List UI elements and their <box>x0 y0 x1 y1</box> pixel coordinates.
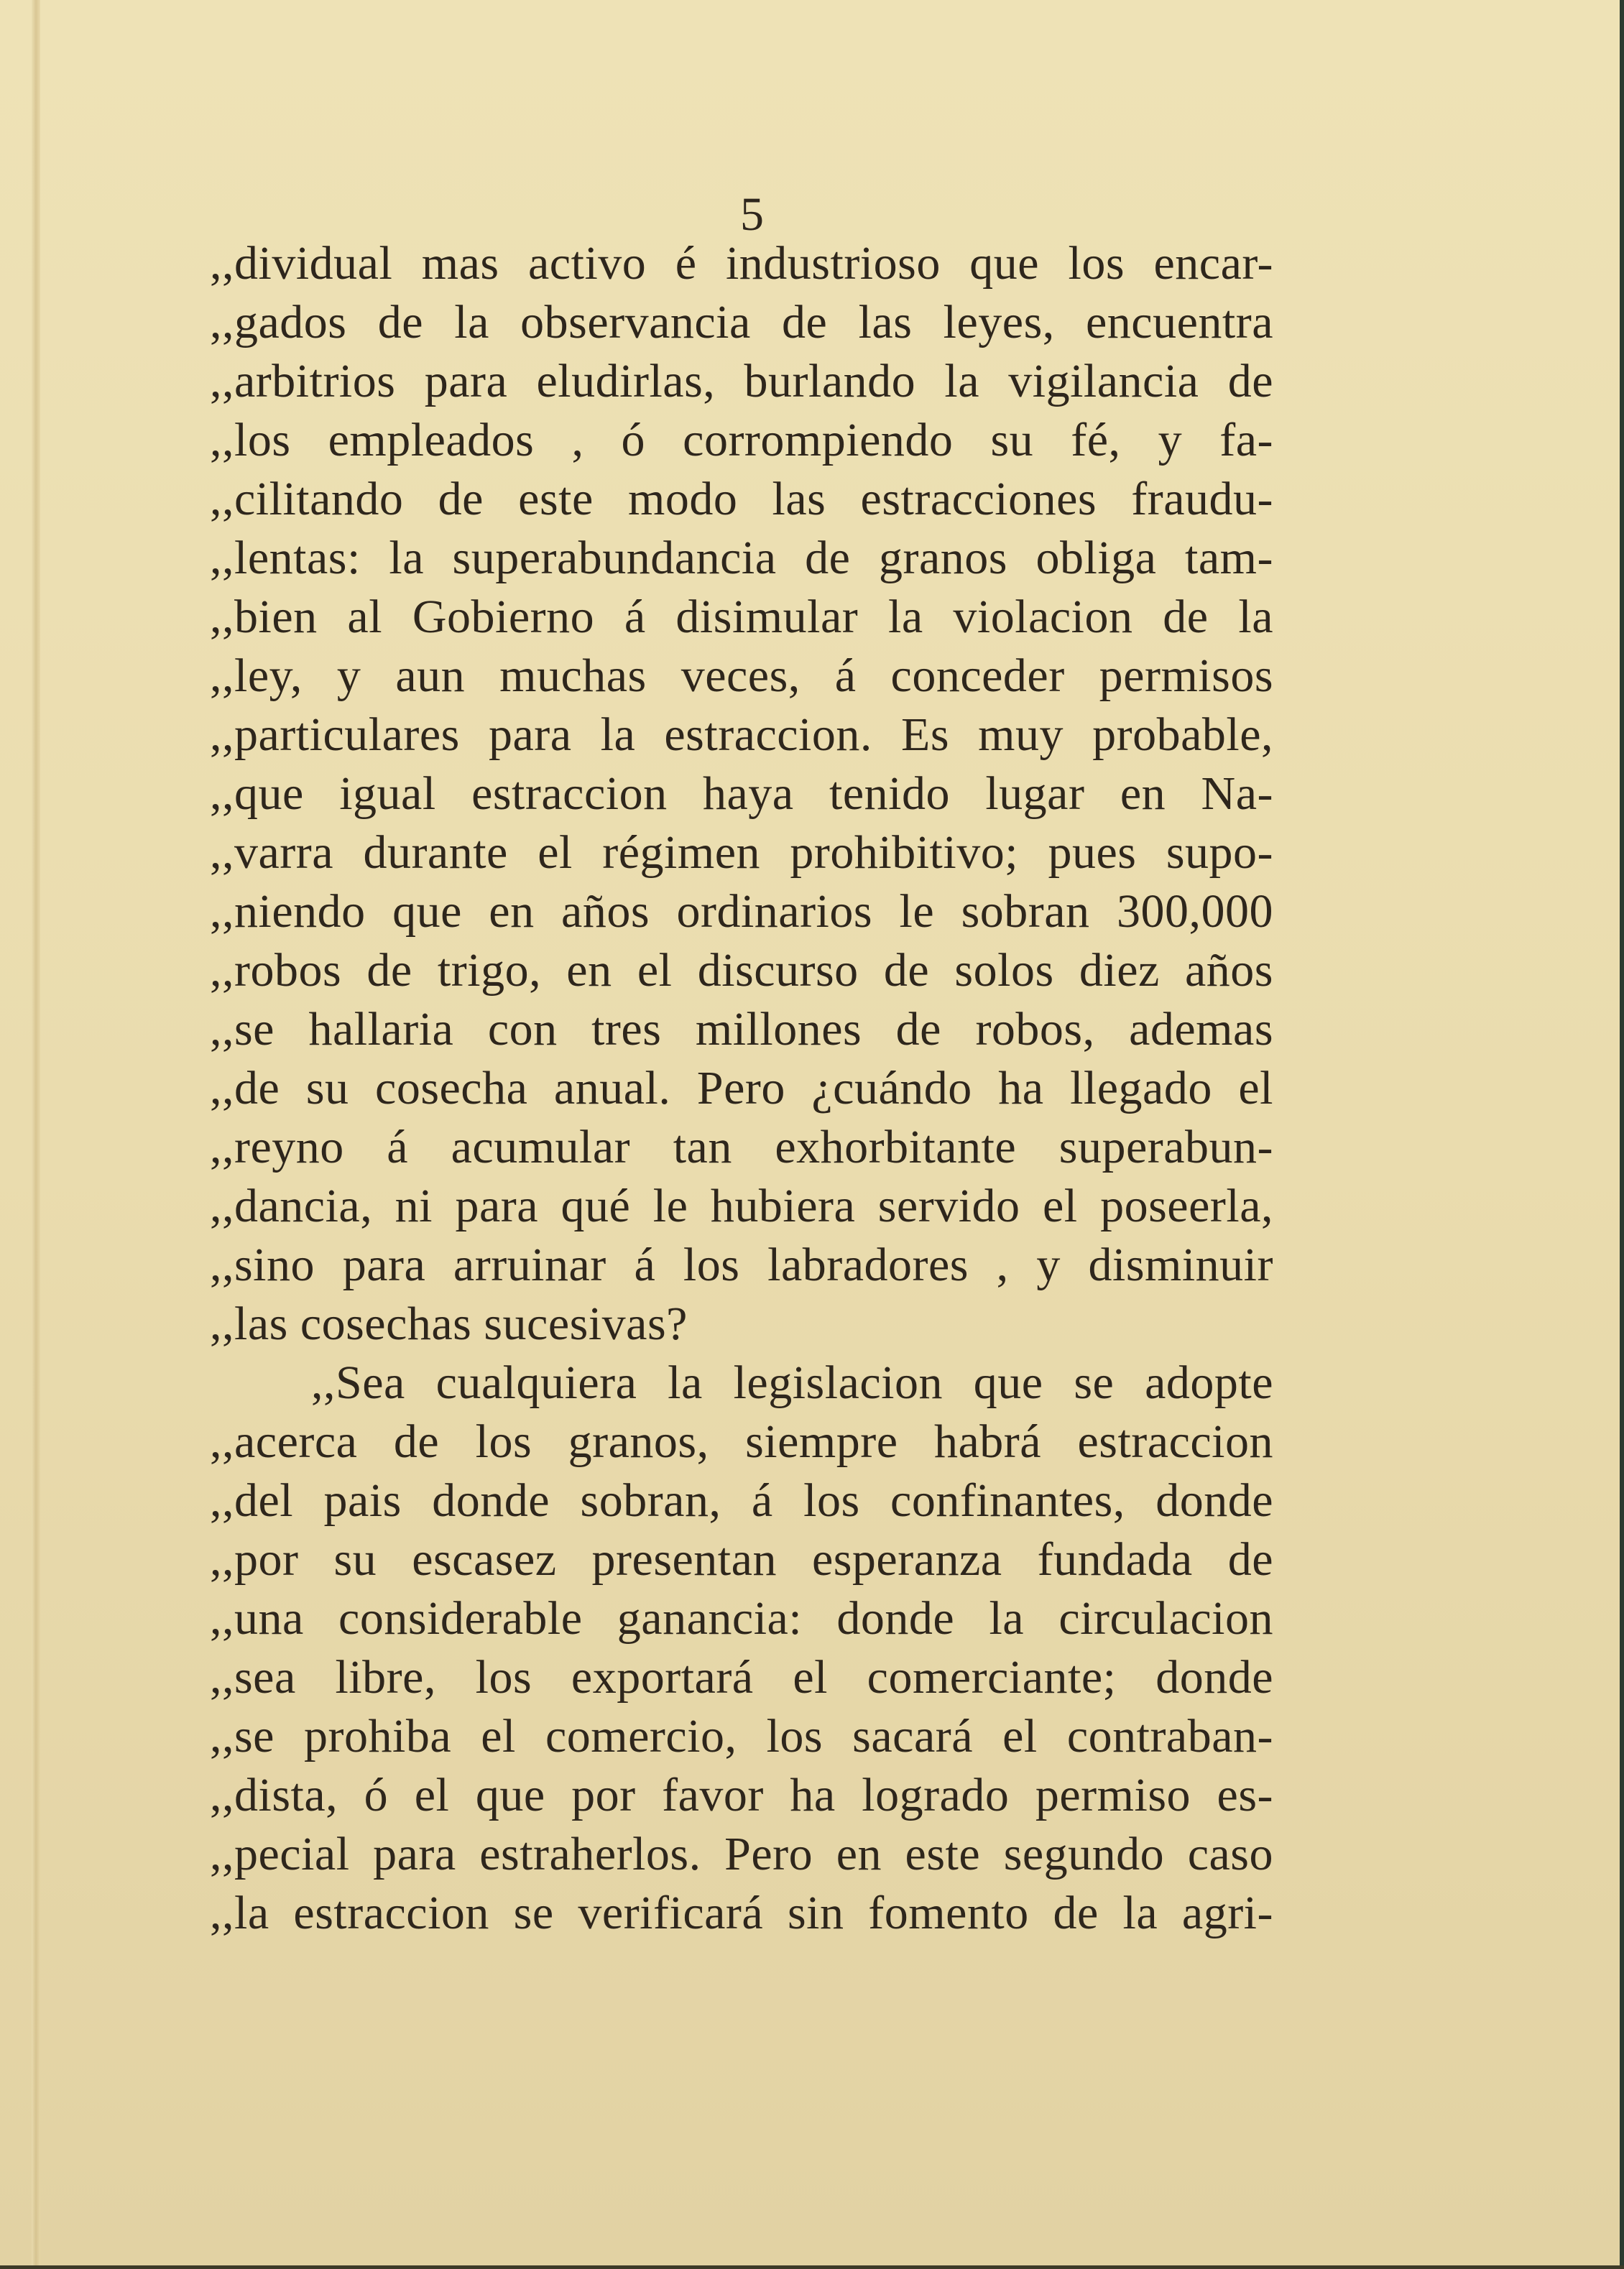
text-line: ,,particulares para la estraccion. Es muy probable, <box>210 708 1273 761</box>
text-line: ,,la estraccion se verificará sin fomento de la agri- <box>210 1887 1273 1939</box>
text-line: ,,Sea cualquiera la legislacion que se adopte <box>311 1357 1273 1409</box>
text-line: ,,dista, ó el que por favor ha logrado permiso es- <box>210 1769 1273 1821</box>
text-line: ,,dancia, ni para qué le hubiera servido el poseerla, <box>210 1180 1273 1232</box>
text-line: ,,las cosechas sucesivas? <box>210 1298 688 1350</box>
text-line: ,,bien al Gobierno á disimular la violacion de la <box>210 591 1273 643</box>
text-line: ,,cilitando de este modo las estracciones fraudu- <box>210 473 1273 525</box>
text-line: ,,los empleados , ó corrompiendo su fé, y fa- <box>210 414 1273 466</box>
text-line: ,,reyno á acumular tan exhorbitante superabun- <box>210 1121 1273 1173</box>
scan-edge-right <box>1620 0 1624 2269</box>
text-line: ,,ley, y aun muchas veces, á conceder permisos <box>210 650 1273 702</box>
text-line: ,,una considerable ganancia: donde la circulacion <box>210 1592 1273 1645</box>
text-line: ,,sino para arruinar á los labradores , y disminuir <box>210 1239 1273 1291</box>
text-line: ,,sea libre, los exportará el comerciante; donde <box>210 1651 1273 1704</box>
text-line: ,,varra durante el régimen prohibitivo; pues supo- <box>210 826 1273 879</box>
text-line: ,,arbitrios para eludirlas, burlando la vigilancia de <box>210 355 1273 407</box>
page-number: 5 <box>740 188 764 241</box>
text-line: ,,se hallaria con tres millones de robos, ademas <box>210 1003 1273 1055</box>
text-line: ,,acerca de los granos, siempre habrá estraccion <box>210 1415 1273 1468</box>
text-line: ,,de su cosecha anual. Pero ¿cuándo ha llegado el <box>210 1062 1273 1114</box>
text-line: ,,se prohiba el comercio, los sacará el contraban- <box>210 1710 1273 1762</box>
text-line: ,,robos de trigo, en el discurso de solos diez años <box>210 944 1273 997</box>
text-line: ,,pecial para estraherlos. Pero en este segundo caso <box>210 1828 1273 1880</box>
scan-edge-bottom <box>0 2265 1624 2269</box>
text-line: ,,gados de la observancia de las leyes, encuentra <box>210 296 1273 348</box>
text-line: ,,por su escasez presentan esperanza fundada de <box>210 1533 1273 1586</box>
text-line: ,,niendo que en años ordinarios le sobran 300,000 <box>210 885 1273 938</box>
text-line: ,,dividual mas activo é industrioso que los encar- <box>210 237 1273 290</box>
text-line: ,,del pais donde sobran, á los confinantes, donde <box>210 1474 1273 1527</box>
text-line: ,,que igual estraccion haya tenido lugar en Na- <box>210 767 1273 820</box>
page-fold-shadow <box>32 0 40 2269</box>
text-line: ,,lentas: la superabundancia de granos obliga tam- <box>210 532 1273 584</box>
